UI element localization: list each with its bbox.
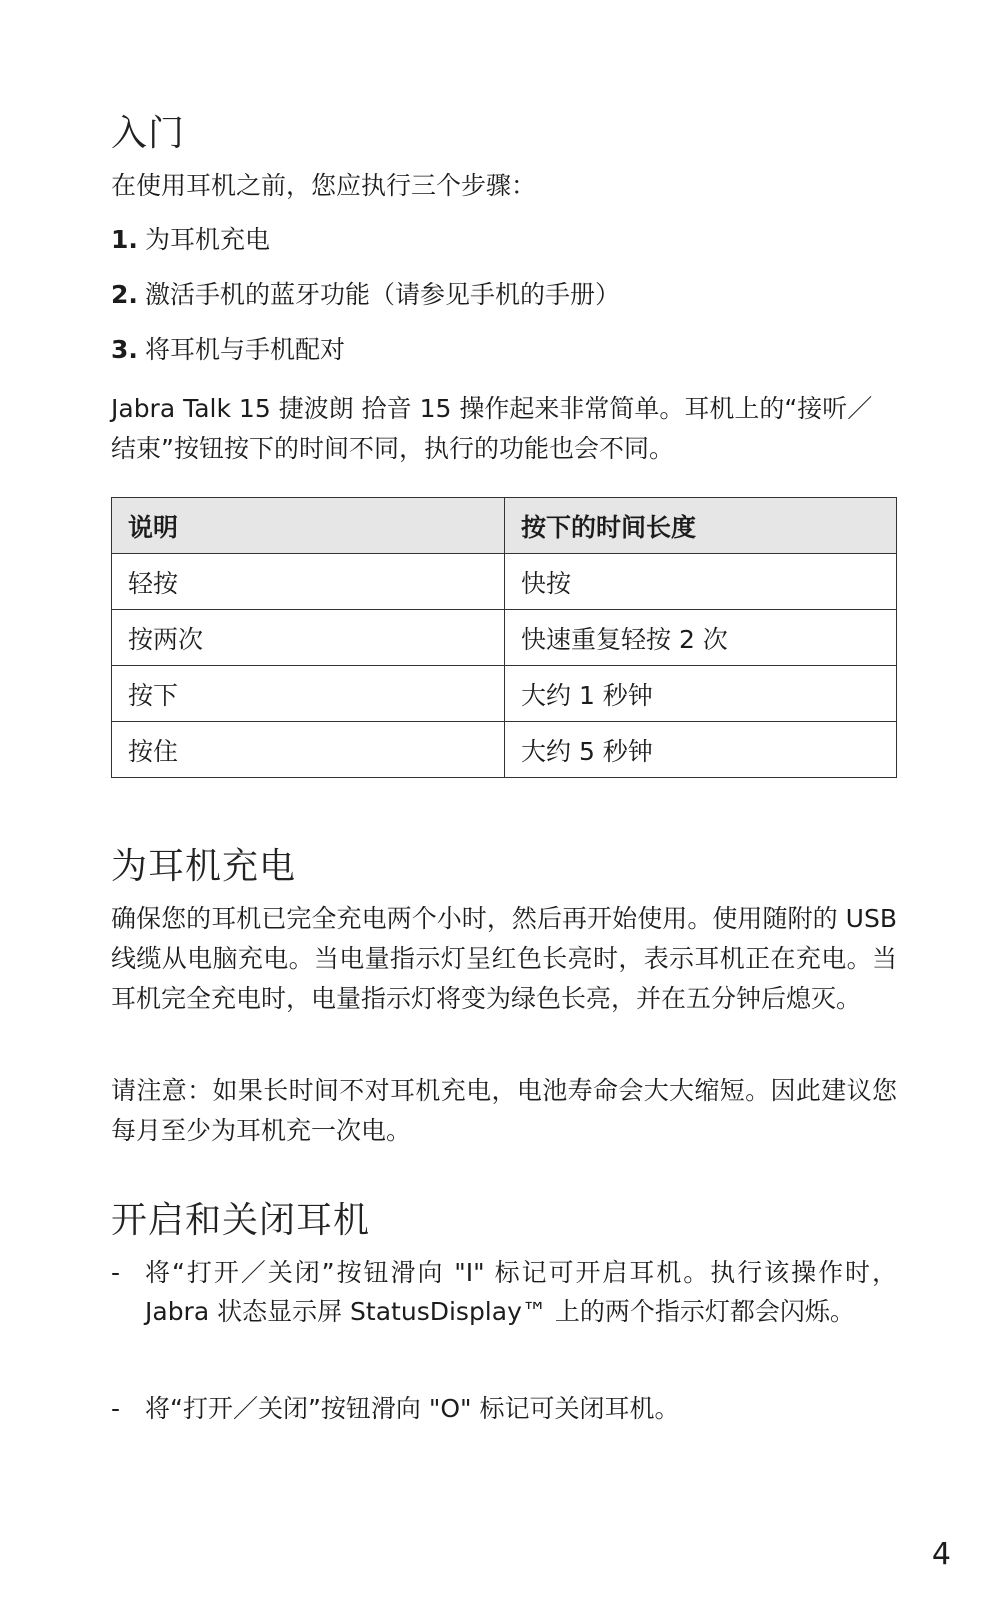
section-title-charging: 为耳机充电 bbox=[111, 846, 297, 887]
operation-line-2: 结束”按钮按下的时间不同，执行的功能也会不同。 bbox=[111, 434, 674, 463]
table-header-cell: 按下的时间长度 bbox=[505, 498, 897, 554]
list-item bbox=[111, 1389, 897, 1429]
table-cell: 大约 5 秒钟 bbox=[505, 722, 897, 778]
table-cell: 快按 bbox=[505, 554, 897, 610]
operation-paragraph bbox=[111, 389, 897, 469]
table-header-cell: 说明 bbox=[112, 498, 505, 554]
page-number: 4 bbox=[931, 1537, 951, 1572]
table-cell: 快速重复轻按 2 次 bbox=[505, 610, 897, 666]
step-text: 激活手机的蓝牙功能（请参见手机的手册） bbox=[145, 280, 621, 309]
table-row bbox=[112, 554, 897, 610]
table-row bbox=[112, 666, 897, 722]
step-item bbox=[111, 332, 345, 368]
table-cell: 按住 bbox=[112, 722, 505, 778]
button-press-table bbox=[111, 497, 897, 778]
intro-paragraph: 在使用耳机之前，您应执行三个步骤： bbox=[111, 171, 537, 200]
step-item bbox=[111, 277, 620, 313]
list-bullet: - bbox=[111, 1394, 121, 1423]
operation-line-1: Jabra Talk 15 捷波朗 拾音 15 操作起来非常简单。耳机上的“接听／ bbox=[111, 394, 873, 423]
list-item-text: 将“打开／关闭”按钮滑向 "O" 标记可关闭耳机。 bbox=[145, 1394, 680, 1423]
table-cell: 大约 1 秒钟 bbox=[505, 666, 897, 722]
step-item bbox=[111, 222, 270, 258]
table-cell: 按两次 bbox=[112, 610, 505, 666]
step-number: 2. bbox=[111, 280, 138, 309]
section-title-getting-started: 入门 bbox=[111, 113, 186, 154]
charging-note: 请注意：如果长时间不对耳机充电，电池寿命会大大缩短。因此建议您每月至少为耳机充一次电。 bbox=[111, 1076, 897, 1145]
step-number: 3. bbox=[111, 335, 138, 364]
table-row bbox=[112, 610, 897, 666]
list-bullet: - bbox=[111, 1258, 121, 1287]
section-title-power: 开启和关闭耳机 bbox=[111, 1200, 371, 1241]
charging-paragraph: 确保您的耳机已完全充电两个小时，然后再开始使用。使用随附的 USB 线缆从电脑充电。当电量指示灯呈红色长亮时，表示耳机正在充电。当耳机完全充电时，电量指示灯将变为绿色长亮，并在五分钟后熄灭。 bbox=[111, 904, 897, 1013]
step-number: 1. bbox=[111, 225, 138, 254]
table-cell: 轻按 bbox=[112, 554, 505, 610]
table-row bbox=[112, 722, 897, 778]
list-item-text: 将“打开／关闭”按钮滑向 "I" 标记可开启耳机。执行该操作时，Jabra 状态显示屏 StatusDisplay™ 上的两个指示灯都会闪烁。 bbox=[145, 1258, 897, 1326]
step-text: 将耳机与手机配对 bbox=[145, 335, 346, 364]
table-header-row bbox=[112, 498, 897, 554]
step-text: 为耳机充电 bbox=[145, 225, 271, 254]
table-cell: 按下 bbox=[112, 666, 505, 722]
list-item bbox=[111, 1253, 897, 1373]
